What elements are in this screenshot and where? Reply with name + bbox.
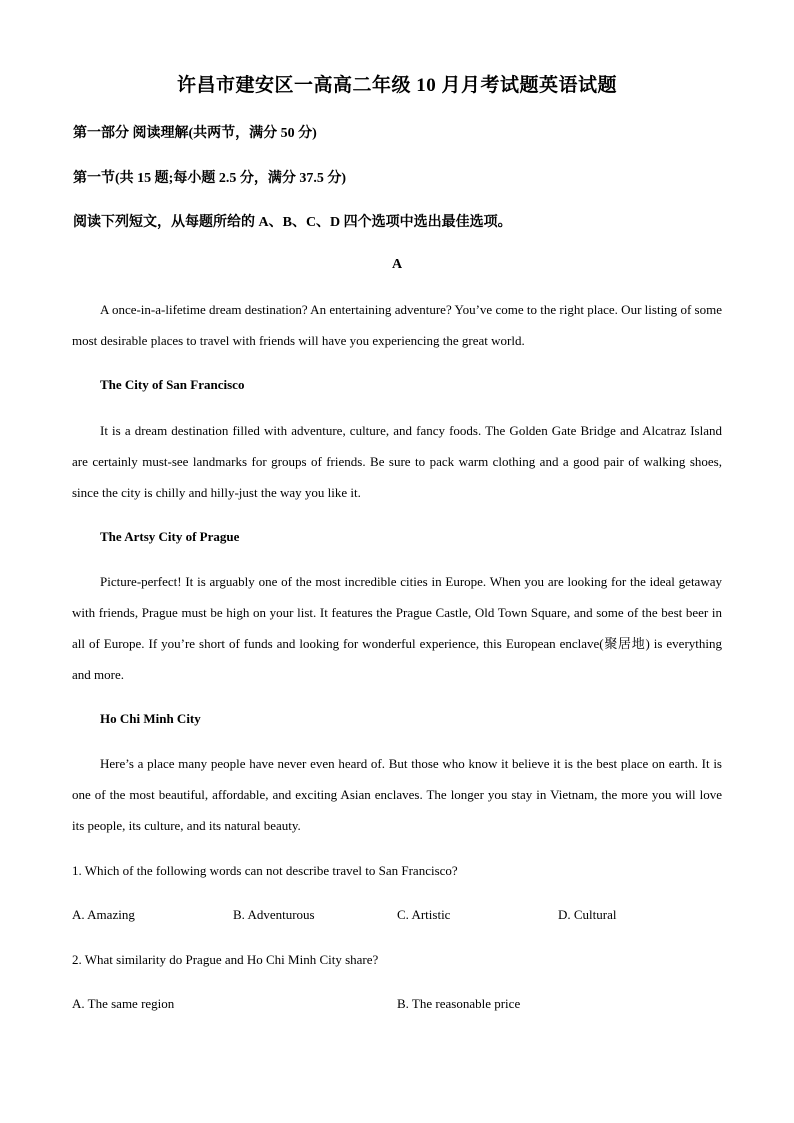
page-title: 许昌市建安区一高高二年级 10 月月考试题英语试题 <box>176 75 617 96</box>
section-heading-prague: The Artsy City of Prague <box>100 529 240 544</box>
section-heading: 第一节(共 15 题;每小题 2.5 分，满分 37.5 分) <box>73 171 346 186</box>
question-1-option-a: A. Amazing <box>72 907 135 922</box>
question-1-option-c: C. Artistic <box>397 907 451 922</box>
question-1-option-d: D. Cultural <box>558 907 617 922</box>
section-body-prague: Picture-perfect! It is arguably one of the most incredible cities in Europe. When you are looking for the ideal getaway with friends, Prague must be high on your list. It features the Prague Castle, Old Town Square, and some of the best beer in all of Europe. If you’re short of funds and looking for wonderful experience, this European enclave(聚居地) is everything and more. <box>72 574 722 682</box>
section-body-ho-chi-minh: Here’s a place many people have never even heard of. But those who know it believe it is the best place on earth. It is one of the most beautiful, affordable, and exciting Asian enclaves. The longer you stay in Vietnam, the more you will love its people, its culture, and its natural beauty. <box>72 756 722 833</box>
instruction-text: 阅读下列短文，从每题所给的 A、B、C、D 四个选项中选出最佳选项。 <box>73 215 512 230</box>
question-2-option-a: A. The same region <box>72 996 175 1011</box>
question-2-option-b: B. The reasonable price <box>397 996 521 1011</box>
section-heading-san-francisco: The City of San Francisco <box>100 377 245 392</box>
question-2-stem: 2. What similarity do Prague and Ho Chi Minh City share? <box>72 952 379 967</box>
question-1-option-b: B. Adventurous <box>233 907 315 922</box>
part-heading: 第一部分 阅读理解(共两节，满分 50 分) <box>73 126 317 141</box>
passage-label: A <box>391 257 403 272</box>
section-heading-ho-chi-minh: Ho Chi Minh City <box>100 711 201 726</box>
intro-paragraph: A once-in-a-lifetime dream destination? An entertaining adventure? You’ve come to the right place. Our listing of some most desirable places to travel with friends will have you experiencing the great world. <box>72 302 722 348</box>
section-body-san-francisco: It is a dream destination filled with adventure, culture, and fancy foods. The Golden Gate Bridge and Alcatraz Island are certainly must-see landmarks for groups of friends. Be sure to pack warm clothing and a good pair of walking shoes, since the city is chilly and hilly-just the way you like it. <box>72 423 722 500</box>
question-1-stem: 1. Which of the following words can not describe travel to San Francisco? <box>72 863 458 878</box>
